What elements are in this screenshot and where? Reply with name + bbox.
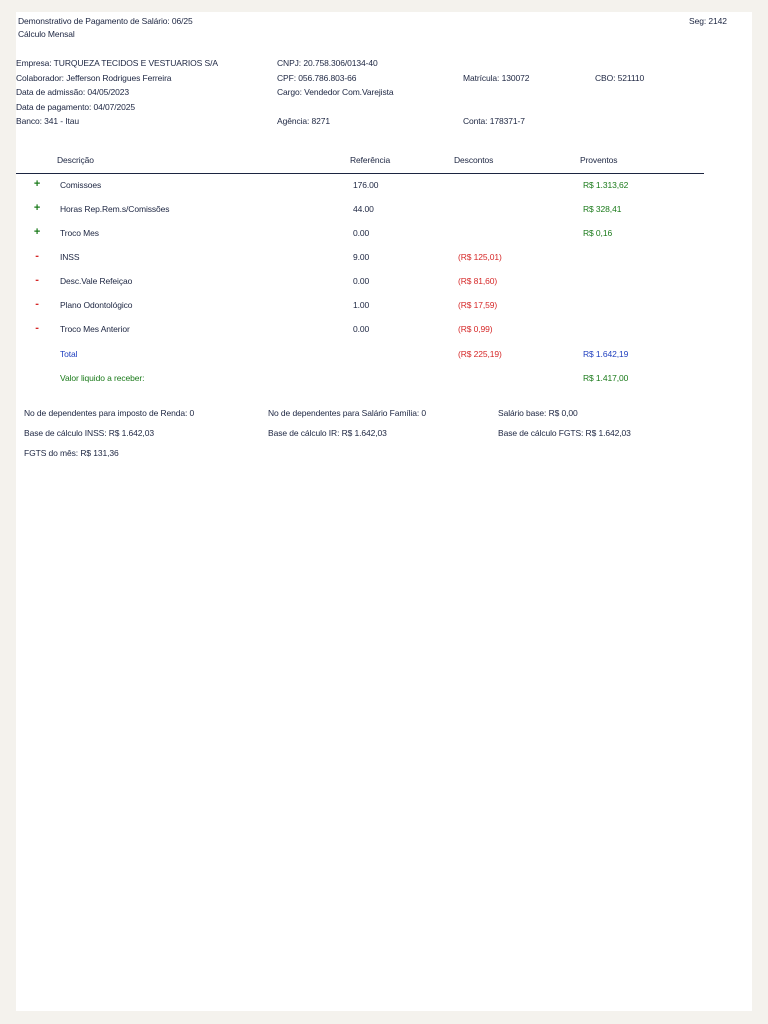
fgts-mes: FGTS do mês: R$ 131,36 [24, 448, 119, 458]
plus-icon: + [33, 226, 41, 238]
total-row [16, 349, 752, 363]
total-proventos: R$ 1.642,19 [583, 349, 629, 359]
minus-icon: - [35, 298, 39, 310]
header-proventos: Proventos [580, 155, 618, 165]
base-fgts: Base de cálculo FGTS: R$ 1.642,03 [498, 428, 631, 438]
row-descricao: Plano Odontológico [60, 300, 133, 310]
row-descontos: (R$ 125,01) [458, 252, 502, 262]
payslip-page [16, 12, 752, 1011]
colaborador: Colaborador: Jefferson Rodrigues Ferreira [16, 73, 172, 83]
row-proventos: R$ 1.313,62 [583, 180, 629, 190]
net-pay-value: R$ 1.417,00 [583, 373, 629, 383]
minus-icon: - [35, 274, 39, 286]
row-descricao: Horas Rep.Rem.s/Comissões [60, 204, 170, 214]
total-descontos: (R$ 225,19) [458, 349, 502, 359]
row-descontos: (R$ 17,59) [458, 300, 498, 310]
row-referencia: 0.00 [353, 276, 370, 286]
total-label: Total [60, 349, 78, 359]
data-pagamento: Data de pagamento: 04/07/2025 [16, 102, 136, 112]
row-referencia: 44.00 [353, 204, 374, 214]
banco: Banco: 341 - Itau [16, 116, 80, 126]
salario-base: Salário base: R$ 0,00 [498, 408, 578, 418]
row-descricao: Desc.Vale Refeiçao [60, 276, 133, 286]
base-inss: Base de cálculo INSS: R$ 1.642,03 [24, 428, 154, 438]
table-row [16, 204, 752, 218]
minus-icon: - [35, 322, 39, 334]
dependentes-salario-familia: No de dependentes para Salário Família: 0 [268, 408, 426, 418]
header-descricao: Descrição [57, 155, 94, 165]
data-admissao: Data de admissão: 04/05/2023 [16, 87, 129, 97]
table-row [16, 228, 752, 242]
row-referencia: 9.00 [353, 252, 370, 262]
row-proventos: R$ 328,41 [583, 204, 622, 214]
table-row [16, 324, 752, 338]
minus-icon: - [35, 250, 39, 262]
cargo: Cargo: Vendedor Com.Varejista [277, 87, 394, 97]
document-subtitle: Cálculo Mensal [18, 29, 75, 39]
cpf: CPF: 056.786.803-66 [277, 73, 357, 83]
row-descricao: Troco Mes [60, 228, 99, 238]
matricula: Matrícula: 130072 [463, 73, 530, 83]
header-descontos: Descontos [454, 155, 494, 165]
row-descricao: INSS [60, 252, 80, 262]
row-descontos: (R$ 81,60) [458, 276, 498, 286]
table-row [16, 252, 752, 266]
cbo: CBO: 521110 [595, 73, 645, 83]
seg-number: Seg: 2142 [689, 16, 727, 26]
row-referencia: 0.00 [353, 324, 370, 334]
net-pay-label: Valor liquido a receber: [60, 373, 145, 383]
net-pay-row [16, 373, 752, 387]
row-referencia: 176.00 [353, 180, 379, 190]
base-ir: Base de cálculo IR: R$ 1.642,03 [268, 428, 387, 438]
row-referencia: 0.00 [353, 228, 370, 238]
row-descricao: Comissoes [60, 180, 102, 190]
conta: Conta: 178371-7 [463, 116, 525, 126]
row-descontos: (R$ 0,99) [458, 324, 493, 334]
dependentes-ir: No de dependentes para imposto de Renda: 0 [24, 408, 195, 418]
plus-icon: + [33, 178, 41, 190]
document-title: Demonstrativo de Pagamento de Salário: 06/25 [18, 16, 193, 26]
header-divider [16, 173, 704, 174]
table-row [16, 276, 752, 290]
empresa: Empresa: TURQUEZA TECIDOS E VESTUARIOS S/A [16, 58, 218, 68]
table-row [16, 300, 752, 314]
cnpj: CNPJ: 20.758.306/0134-40 [277, 58, 378, 68]
row-descricao: Troco Mes Anterior [60, 324, 130, 334]
agencia: Agência: 8271 [277, 116, 331, 126]
table-row [16, 180, 752, 194]
row-proventos: R$ 0,16 [583, 228, 613, 238]
plus-icon: + [33, 202, 41, 214]
row-referencia: 1.00 [353, 300, 370, 310]
header-referencia: Referência [350, 155, 391, 165]
